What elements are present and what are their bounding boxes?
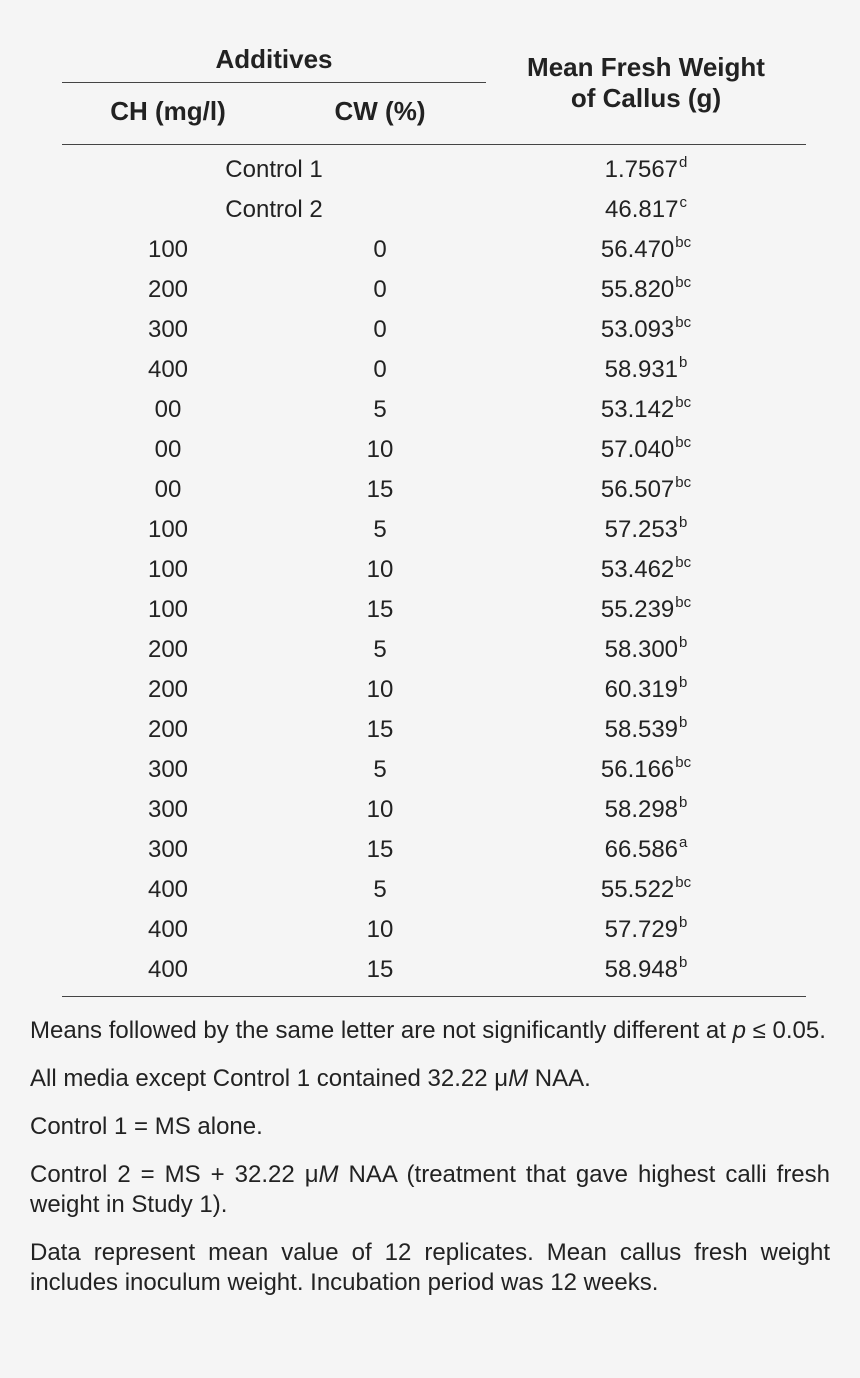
table-row bbox=[62, 790, 806, 830]
table-row bbox=[62, 270, 806, 310]
cw-cell: 5 bbox=[373, 396, 387, 423]
significance-letter: b bbox=[679, 354, 688, 371]
cw-cell: 15 bbox=[366, 476, 394, 503]
header-mean-line2: of Callus (g) bbox=[570, 83, 722, 113]
mean-cell bbox=[486, 670, 806, 713]
mean-cell bbox=[486, 790, 806, 833]
table-row bbox=[62, 590, 806, 630]
mean-value: 55.239 bbox=[600, 596, 675, 623]
mean-value: 58.931 bbox=[604, 356, 679, 383]
mean-cell bbox=[486, 550, 806, 593]
mean-cell bbox=[486, 230, 806, 273]
cw-cell: 10 bbox=[366, 556, 394, 583]
note-control1: Control 1 = MS alone. bbox=[30, 1113, 263, 1140]
significance-letter: bc bbox=[675, 234, 692, 251]
table-row bbox=[62, 350, 806, 390]
significance-letter: bc bbox=[675, 594, 692, 611]
significance-letter: b bbox=[679, 714, 688, 731]
cw-cell: 0 bbox=[373, 276, 387, 303]
significance-letter: bc bbox=[675, 474, 692, 491]
table-row bbox=[62, 390, 806, 430]
significance-letter: b bbox=[679, 634, 688, 651]
control-label: Control 2 bbox=[225, 196, 323, 223]
ch-cell: 200 bbox=[147, 276, 189, 303]
mean-cell bbox=[486, 190, 806, 233]
table-row bbox=[62, 670, 806, 710]
header-mean-weight bbox=[486, 52, 806, 114]
significance-letter: b bbox=[679, 794, 688, 811]
cw-cell: 5 bbox=[373, 636, 387, 663]
cw-cell: 5 bbox=[373, 876, 387, 903]
cw-cell: 15 bbox=[366, 956, 394, 983]
mean-value: 55.820 bbox=[600, 276, 675, 303]
mean-cell bbox=[486, 510, 806, 553]
additives-rule bbox=[62, 82, 486, 83]
ch-cell: 100 bbox=[147, 556, 189, 583]
mean-cell bbox=[486, 310, 806, 353]
cw-cell: 15 bbox=[366, 716, 394, 743]
cw-cell: 10 bbox=[366, 796, 394, 823]
significance-letter: bc bbox=[675, 874, 692, 891]
significance-letter: b bbox=[679, 954, 688, 971]
mean-cell bbox=[486, 270, 806, 313]
mean-cell bbox=[486, 710, 806, 753]
mean-value: 55.522 bbox=[600, 876, 675, 903]
cw-cell: 15 bbox=[366, 836, 394, 863]
mean-value: 53.462 bbox=[600, 556, 675, 583]
significance-letter: bc bbox=[675, 554, 692, 571]
mean-value: 58.948 bbox=[604, 956, 679, 983]
table-row bbox=[62, 910, 806, 950]
ch-cell: 200 bbox=[147, 636, 189, 663]
cw-cell: 0 bbox=[373, 236, 387, 263]
mean-cell bbox=[486, 390, 806, 433]
mean-value: 66.586 bbox=[604, 836, 679, 863]
significance-letter: a bbox=[679, 834, 688, 851]
table-row bbox=[62, 710, 806, 750]
table-row bbox=[62, 870, 806, 910]
cw-cell: 0 bbox=[373, 316, 387, 343]
header-additives: Additives bbox=[215, 44, 333, 74]
mean-value: 56.166 bbox=[600, 756, 675, 783]
table-row bbox=[62, 310, 806, 350]
mean-value: 56.507 bbox=[600, 476, 675, 503]
significance-letter: b bbox=[679, 514, 688, 531]
ch-cell: 200 bbox=[147, 676, 189, 703]
ch-cell: 100 bbox=[147, 236, 189, 263]
ch-cell: 400 bbox=[147, 956, 189, 983]
table-row bbox=[62, 750, 806, 790]
ch-cell: 400 bbox=[147, 876, 189, 903]
mean-cell bbox=[486, 590, 806, 633]
ch-cell: 400 bbox=[147, 356, 189, 383]
table-bottom-rule bbox=[62, 996, 806, 997]
mean-cell bbox=[486, 430, 806, 473]
significance-letter: bc bbox=[675, 274, 692, 291]
table-row bbox=[62, 150, 806, 190]
note-replicates: Data represent mean value of 12 replicates. Mean callus fresh weight includes inoculum weight. Incubation period was 12 weeks. bbox=[30, 1239, 830, 1296]
cw-cell: 10 bbox=[366, 676, 394, 703]
ch-cell: 00 bbox=[154, 436, 182, 463]
mean-cell bbox=[486, 350, 806, 393]
cw-cell: 10 bbox=[366, 916, 394, 943]
table-row bbox=[62, 190, 806, 230]
mean-value: 1.7567 bbox=[604, 156, 679, 183]
ch-cell: 400 bbox=[147, 916, 189, 943]
table-row bbox=[62, 430, 806, 470]
header-mean-line1: Mean Fresh Weight bbox=[527, 52, 765, 82]
mean-cell bbox=[486, 750, 806, 793]
ch-cell: 200 bbox=[147, 716, 189, 743]
table-row bbox=[62, 630, 806, 670]
table-top-rule bbox=[62, 144, 806, 145]
ch-cell: 300 bbox=[147, 796, 189, 823]
mean-value: 58.298 bbox=[604, 796, 679, 823]
mean-value: 56.470 bbox=[600, 236, 675, 263]
cw-cell: 0 bbox=[373, 356, 387, 383]
significance-letter: b bbox=[679, 914, 688, 931]
significance-letter: bc bbox=[675, 314, 692, 331]
significance-letter: d bbox=[679, 154, 688, 171]
ch-cell: 100 bbox=[147, 516, 189, 543]
mean-cell bbox=[486, 470, 806, 513]
ch-cell: 00 bbox=[154, 396, 182, 423]
mean-value: 53.142 bbox=[600, 396, 675, 423]
table-notes bbox=[30, 1016, 830, 1316]
significance-letter: bc bbox=[675, 434, 692, 451]
table-body bbox=[62, 150, 806, 990]
mean-cell bbox=[486, 950, 806, 993]
ch-cell: 300 bbox=[147, 756, 189, 783]
note-significance: Means followed by the same letter are not significantly different at p ≤ 0.05. bbox=[30, 1017, 826, 1044]
header-cw: CW (%) bbox=[334, 96, 426, 126]
mean-value: 53.093 bbox=[600, 316, 675, 343]
table-row bbox=[62, 230, 806, 270]
mean-cell bbox=[486, 630, 806, 673]
mean-cell bbox=[486, 830, 806, 873]
mean-cell bbox=[486, 870, 806, 913]
mean-value: 46.817 bbox=[605, 196, 679, 223]
mean-value: 58.539 bbox=[604, 716, 679, 743]
mean-value: 60.319 bbox=[604, 676, 679, 703]
table-row bbox=[62, 470, 806, 510]
table-row bbox=[62, 830, 806, 870]
cw-cell: 5 bbox=[373, 516, 387, 543]
cw-cell: 10 bbox=[366, 436, 394, 463]
cw-cell: 15 bbox=[366, 596, 394, 623]
ch-cell: 300 bbox=[147, 316, 189, 343]
ch-cell: 300 bbox=[147, 836, 189, 863]
control-label: Control 1 bbox=[225, 156, 323, 183]
ch-cell: 00 bbox=[154, 476, 182, 503]
mean-value: 57.040 bbox=[600, 436, 675, 463]
mean-value: 57.729 bbox=[604, 916, 679, 943]
table-row bbox=[62, 950, 806, 990]
significance-letter: bc bbox=[675, 754, 692, 771]
header-ch: CH (mg/l) bbox=[110, 96, 226, 126]
note-control2: Control 2 = MS + 32.22 μM NAA (treatment that gave highest calli fresh weight in Study 1). bbox=[30, 1161, 831, 1218]
table-row bbox=[62, 550, 806, 590]
significance-letter: b bbox=[679, 674, 688, 691]
cw-cell: 5 bbox=[373, 756, 387, 783]
mean-cell bbox=[486, 150, 806, 193]
mean-value: 57.253 bbox=[604, 516, 679, 543]
table-row bbox=[62, 510, 806, 550]
mean-value: 58.300 bbox=[604, 636, 679, 663]
significance-letter: bc bbox=[675, 394, 692, 411]
significance-letter: c bbox=[679, 194, 687, 211]
note-media: All media except Control 1 contained 32.22 μM NAA. bbox=[30, 1065, 591, 1092]
mean-cell bbox=[486, 910, 806, 953]
ch-cell: 100 bbox=[147, 596, 189, 623]
